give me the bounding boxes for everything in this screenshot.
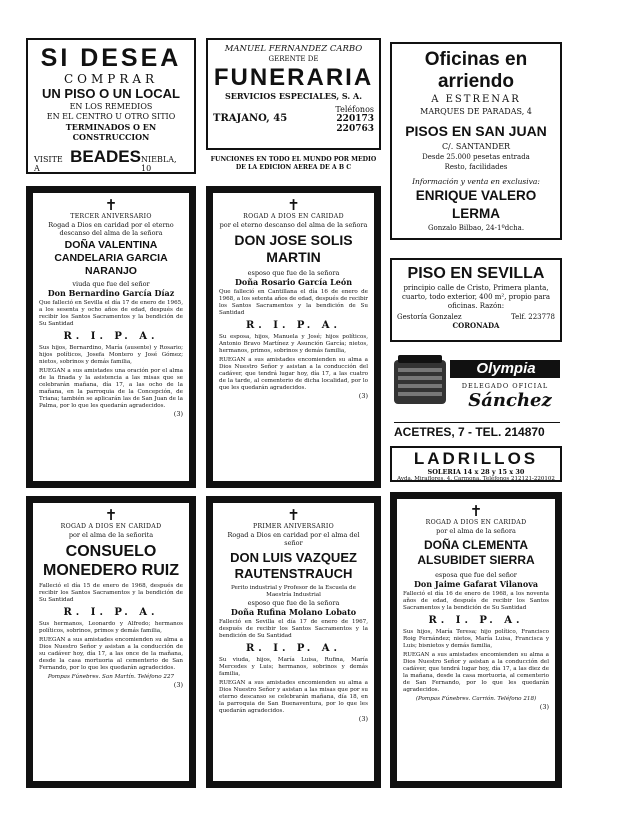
- obit-family: Sus hijos, María Teresa; hijo político, Francisco Roig Fernández; nietos, María Luisa, Francisca y Luis; bisnietos y demás familia,: [403, 628, 549, 649]
- obit-ruegan: RUEGAN a sus amistades encomienden su alma a Dios Nuestro Señor y asistan a la conducción del cadáver, que tendrá lugar hoy, día 17, a las diez de la mañana, desde la casa mortuoria, al cementerio de San Fernando, por lo que les quedarán agradecidos.: [403, 651, 549, 693]
- ad-line: Resto, facilidades: [444, 163, 508, 171]
- obit-body: Falleció en Sevilla el día 17 de enero de 1967, después de recibir los Santos Sacramentos y la bendición de Su Santidad: [219, 618, 368, 639]
- ad-delegacion: DELEGADO OFICIAL: [461, 382, 549, 390]
- obit-rip: R. I. P. A.: [63, 606, 159, 618]
- obit-ruegan: RUEGAN a sus amistades encomienden su alma a Dios Nuestro Señor y asistan a la conducción del cadáver, que tendrá lugar hoy, día 17, a las cuatro de la tarde, al cementerio de dicha localidad, por lo que les quedarán agradecidos.: [219, 356, 368, 391]
- ad-phone: 220763: [336, 124, 374, 134]
- obit-body: Que falleció en Sevilla el día 17 de enero de 1965, a los sesenta y ocho años de edad, después de recibir los Santos Sacramentos y la bendición de Su Santidad: [39, 299, 183, 327]
- ad-agency: Gestoría Gonzalez: [397, 313, 462, 321]
- ad-line: C/. SANTANDER: [441, 142, 511, 151]
- obit-number: (3): [173, 680, 183, 689]
- obit-body: Falleció el día 16 de enero de 1968, a los noventa años de edad, después de recibir los Santos Sacramentos y la bendición de Su Santidad: [403, 590, 549, 611]
- obit-body: Que falleció en Cantillana el día 16 de enero de 1968, a los setenta años de edad, después de recibir los Santos Sacramentos y la bendición de Su Santidad: [219, 288, 368, 316]
- obit-widow: esposo que fue de la señora: [247, 598, 340, 607]
- ad-line: EN LOS REMEDIOS: [69, 102, 153, 111]
- ad-line: TERMINADOS O EN CONSTRUCCION: [65, 122, 157, 142]
- ad-title: PISO EN SEVILLA: [407, 265, 545, 282]
- cross-icon: ✝: [104, 506, 118, 524]
- obit-sign: (Pompas Fúnebres. Carrión. Teléfono 218): [415, 695, 537, 702]
- ad-services: SERVICIOS ESPECIALES, S. A.: [225, 91, 362, 101]
- ad-title: FUNERARIA: [213, 64, 374, 91]
- obit-widow: esposo que fue de la señora: [247, 268, 340, 277]
- obit-intro: por el eterno descanso del alma de la señora: [219, 220, 368, 229]
- ad-address: TRAJANO, 45: [213, 113, 288, 124]
- ad-street: CORONADA: [452, 321, 500, 330]
- obit-spouse: Don Jaime Gafarat Vilanova: [413, 578, 539, 589]
- obit-number: (3): [358, 714, 368, 723]
- obit-ruegan: RUEGAN a sus amistades encomienden su alma a Dios Nuestro Señor y asistan a la conducción de su cadáver hoy, día 17, a las once de la mañana, desde la casa mortuoria al cementerio de San Fernando, por lo que les quedarán agradecidos.: [39, 636, 183, 671]
- ad-title: LADRILLOS: [413, 449, 539, 468]
- ad-line: A ESTRENAR: [431, 94, 521, 105]
- obit-spouse: Doña Rosario García León: [234, 276, 353, 287]
- obituary-card: [390, 492, 562, 788]
- obit-family: Sus hermanos, Leonardo y Alfredo; hermanos políticos, sobrinos, primos y demás familia,: [39, 620, 183, 634]
- obituary-card: [26, 496, 196, 788]
- obit-intro: por el alma de la señora: [436, 526, 516, 535]
- ad-title: SI DESEA: [40, 44, 182, 72]
- obit-spouse: Don Bernardino García Díaz: [47, 287, 175, 298]
- ad-address: ACETRES, 7 - TEL. 214870: [394, 422, 560, 439]
- obit-family: Su viuda, hijos, María Luisa, Rufina, María Mercedes y Luis; hermanos, sobrinos y demás familia,: [219, 656, 368, 677]
- obit-ruegan: RUEGAN a sus amistades encomienden su alma a Dios Nuestro Señor y asistan a las misas que por su eterno descanso se celebrarán mañana, día 18, en la parroquia de San Buenaventura, por lo que les quedarán agradecidos.: [219, 679, 368, 714]
- obit-rip: R. I. P. A.: [63, 330, 159, 342]
- obit-name: DOÑA VALENTINA CANDELARIA GARCIA NARANJO: [54, 238, 168, 277]
- ad-line: MARQUES DE PARADAS, 4: [420, 107, 532, 116]
- obit-rip: R. I. P. A.: [246, 319, 341, 331]
- ad-agent: ENRIQUE VALERO LERMA: [415, 188, 537, 221]
- obit-family: Su esposa, hijos, Manuela y José; hijos políticos, Antonio Bravo Martínez y Asunción García; nietos, hermanos, primos, sobrinos y demás familia,: [219, 333, 368, 354]
- ad-address: NIEBLA, 10: [141, 155, 177, 173]
- ad-note: FUNCIONES EN TODO EL MUNDO POR MEDIO DE LA EDICION AEREA DE A B C: [210, 156, 377, 171]
- ad-role: GERENTE DE: [268, 55, 319, 63]
- ad-line: UN PISO O UN LOCAL: [42, 86, 180, 101]
- ad-line: COMPRAR: [63, 72, 159, 86]
- ad-brand: Olympia: [476, 360, 536, 377]
- obit-family: Sus hijos, Bernardino, María (ausente) y Rosario; hijos políticos, Josefa Montero y José Gómez; nietos, sobrinos y demás familia,: [39, 344, 183, 365]
- obituary-card: [26, 186, 196, 488]
- obit-header: ROGAD A DIOS EN CARIDAD: [60, 523, 162, 530]
- ad-oficinas: [390, 42, 562, 240]
- obituary-card: [206, 186, 381, 488]
- obit-ruegan: RUEGAN a sus amistades una oración por el alma de la finada y la asistencia a las misas que se celebrarán mañana, día 17, a las ocho de la mañana, en la parroquia de la Concepción, de Triana; también se aplicarán las de San Juan de la Palma, por lo que les quedarán agradecidos.: [39, 367, 183, 409]
- cross-icon: ✝: [469, 502, 483, 520]
- ad-olympia: [390, 352, 562, 442]
- obit-rip: R. I. P. A.: [246, 642, 341, 654]
- ad-funeraria: [206, 38, 381, 150]
- ad-line: Desde 25.000 pesetas entrada: [422, 153, 530, 161]
- ad-line: EN EL CENTRO U OTRO SITIO: [46, 112, 176, 121]
- obit-sign: Pompas Fúnebres. San Martín. Teléfono 227: [47, 673, 175, 680]
- obit-number: (3): [173, 409, 183, 418]
- ad-si-desea: [26, 38, 196, 174]
- obit-name: DOÑA CLEMENTA ALSUBIDET SIERRA: [417, 537, 535, 567]
- obit-number: (3): [358, 391, 368, 400]
- obit-header: ROGAD A DIOS EN CARIDAD: [243, 213, 344, 220]
- obit-name: DON LUIS VAZQUEZ RAUTENSTRAUCH: [230, 549, 357, 581]
- ad-line: SOLERIA 14 x 28 y 15 x 30: [427, 468, 525, 476]
- ad-name: MANUEL FERNANDEZ CARBO: [224, 44, 363, 54]
- obit-widow: viuda que fue del señor: [72, 279, 150, 288]
- obit-intro: Rogad a Dios en caridad por el alma del señor: [227, 530, 360, 547]
- ad-phone: Telf. 223778: [510, 313, 555, 321]
- obit-intro: Rogad a Dios en caridad por el eterno descanso del alma de la señora: [48, 220, 174, 237]
- ad-dealer: Sánchez: [468, 390, 552, 411]
- ad-line: Gonzalo Bilbao, 24-1ºdcha.: [427, 224, 525, 232]
- cross-icon: ✝: [287, 196, 300, 214]
- ad-line: PISOS EN SAN JUAN: [405, 123, 547, 139]
- ad-line: Avda. Miraflores, 4. Carmona. Teléfonos 212121-220102: [397, 476, 555, 482]
- ad-piso-sevilla: [390, 258, 562, 342]
- obit-name: DON JOSE SOLIS MARTIN: [234, 231, 353, 265]
- obituary-card: [206, 496, 381, 788]
- obit-header: ROGAD A DIOS EN CARIDAD: [425, 519, 527, 526]
- obit-number: (3): [539, 702, 549, 711]
- ad-phone-label: Teléfonos: [335, 105, 374, 114]
- obit-widow: esposa que fue del señor: [435, 570, 517, 579]
- obit-body: Falleció el día 15 de enero de 1968, después de recibir los Santos Sacramentos y la bendición de Su Santidad: [39, 582, 183, 603]
- ad-ladrillos: [390, 446, 562, 482]
- obit-rip: R. I. P. A.: [428, 614, 524, 626]
- cross-icon: ✝: [287, 506, 300, 524]
- ad-text: principio calle de Cristo, Primera planta, cuarto, todo exterior, 400 m², propio para oficinas. Razón:: [401, 284, 551, 310]
- ad-line: Información y venta en exclusiva:: [412, 177, 540, 186]
- obit-spouse: Doña Rufina Molano Lobato: [230, 606, 357, 617]
- cross-icon: ✝: [104, 196, 118, 214]
- obit-header: PRIMER ANIVERSARIO: [253, 523, 334, 530]
- ad-phone: 220173: [336, 114, 374, 124]
- obit-name: CONSUELO MONEDERO RUIZ: [43, 542, 179, 579]
- obit-intro: por el alma de la señorita: [68, 530, 154, 539]
- ad-title: Oficinas en arriendo: [424, 49, 528, 92]
- ad-visit: VISITE A: [34, 155, 63, 173]
- obit-header: TERCER ANIVERSARIO: [70, 213, 152, 220]
- obit-title: Perito industrial y Profesor de la Escuela de Maestría Industrial: [231, 584, 356, 598]
- ad-brand: BEADES: [70, 147, 141, 166]
